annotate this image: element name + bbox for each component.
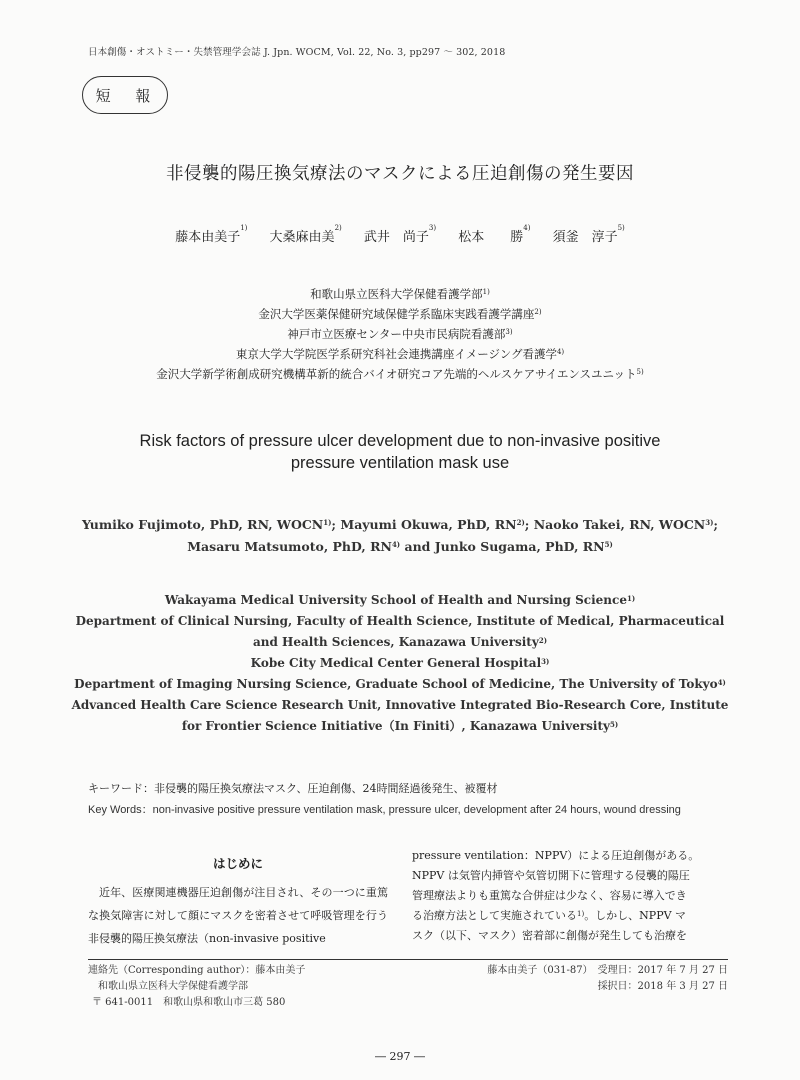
affiliation-jp: 金沢大学新学術創成研究機構革新的統合バイオ研究コア先端的ヘルスケアサイエンスユニット$^{5)}$	[156, 367, 644, 381]
author-list-en: Yumiko Fujimoto, PhD, RN, WOCN$^{1)}$; Mayumi Okuwa, PhD, RN$^{2)}$; Naoko Takei, RN, WOCN$^{3)}$; Masaru Matsumoto, PhD, RN$^{4)}$ and Junko Sugama, PhD, RN$^{5)}$	[81, 517, 719, 554]
body-column-right: pressure ventilation：NPPV）による圧迫創傷がある。 NPPV は気管内挿管や気管切開下に管理する侵襲的陽圧 管理療法よりも重篤な合併症は少なく、容易に導入でき る治療方法として実施されている$^{1)}$。しかし、NPPV マ スク（以下、マスク）密着部に創傷が発生しても治療を	[412, 849, 700, 942]
author-jp: 武井 尚子$^{3)}$	[363, 224, 437, 245]
affiliation-jp: 金沢大学医薬保健研究域保健学系臨床実践看護学講座$^{2)}$	[258, 307, 542, 321]
page-title-en: Risk factors of pressure ulcer development due to non-invasive positive pressure ventilation mask use	[139, 432, 661, 472]
affiliation-list-en: Wakayama Medical University School of Health and Nursing Science$^{1)}$ Department of Clinical Nursing, Faculty of Health Science, Institute of Medical, Pharmaceutical and Health Sciences, Kanazawa University$^{2)}$ Kobe City Medical Center General Hospital$^{3)}$ Department of Imaging Nursing Science, Graduate School of Medicine, The University of Tokyo$^{4)}$ Advanced Health Care Science Research Unit, Innovative Integrated Bio-Research Core, Institute for Frontier Science Initiative（In Finiti）, Kanazawa University$^{5)}$	[71, 593, 729, 733]
footnote-divider	[88, 959, 728, 960]
affiliation-list-jp	[0, 284, 800, 384]
page-title-jp: 非侵襲的陽圧換気療法のマスクによる圧迫創傷の発生要因	[166, 164, 634, 184]
author-list-jp	[0, 226, 800, 245]
article-type-badge: 短 報	[82, 76, 168, 114]
body-column-left	[88, 852, 388, 950]
journal-citation: 日本創傷・オストミー・失禁管理学会誌 J. Jpn. WOCM, Vol. 22, No. 3, pp297 ～ 302, 2018	[88, 47, 506, 58]
page-number: ― 297 ―	[375, 1050, 425, 1063]
accepted-date: 採択日：2018 年 3 月 27 日	[597, 981, 728, 992]
keywords-jp: キーワード：非侵襲的陽圧換気療法マスク、圧迫創傷、24時間経過後発生、被覆材	[88, 782, 498, 795]
received-date: 藤本由美子（031-87） 受理日：2017 年 7 月 27 日	[487, 965, 728, 976]
affiliation-jp: 和歌山県立医科大学保健看護学部$^{1)}$	[310, 287, 490, 301]
author-jp: 須釜 淳子$^{5)}$	[552, 224, 625, 245]
author-jp: 大桑麻由美$^{2)}$	[269, 224, 342, 245]
keywords-en: Key Words：non-invasive positive pressure ventilation mask, pressure ulcer, development after 24 hours, wound dressing	[88, 804, 681, 816]
affiliation-jp: 東京大学大学院医学系研究科社会連携講座イメージング看護学$^{4)}$	[235, 347, 565, 361]
author-jp: 松本 勝$^{4)}$	[458, 224, 531, 245]
section-heading: はじめに	[212, 856, 263, 871]
body-paragraph: 近年、医療関連機器圧迫創傷が注目され、その一つに重篤な換気障害に対して顔にマスクを密着させて呼吸管理を行う非侵襲的陽圧換気療法（non-invasive positive	[88, 886, 388, 945]
author-jp: 藤本由美子$^{1)}$	[175, 224, 248, 245]
affiliation-jp: 神戸市立医療センター中央市民病院看護部$^{3)}$	[287, 327, 513, 341]
